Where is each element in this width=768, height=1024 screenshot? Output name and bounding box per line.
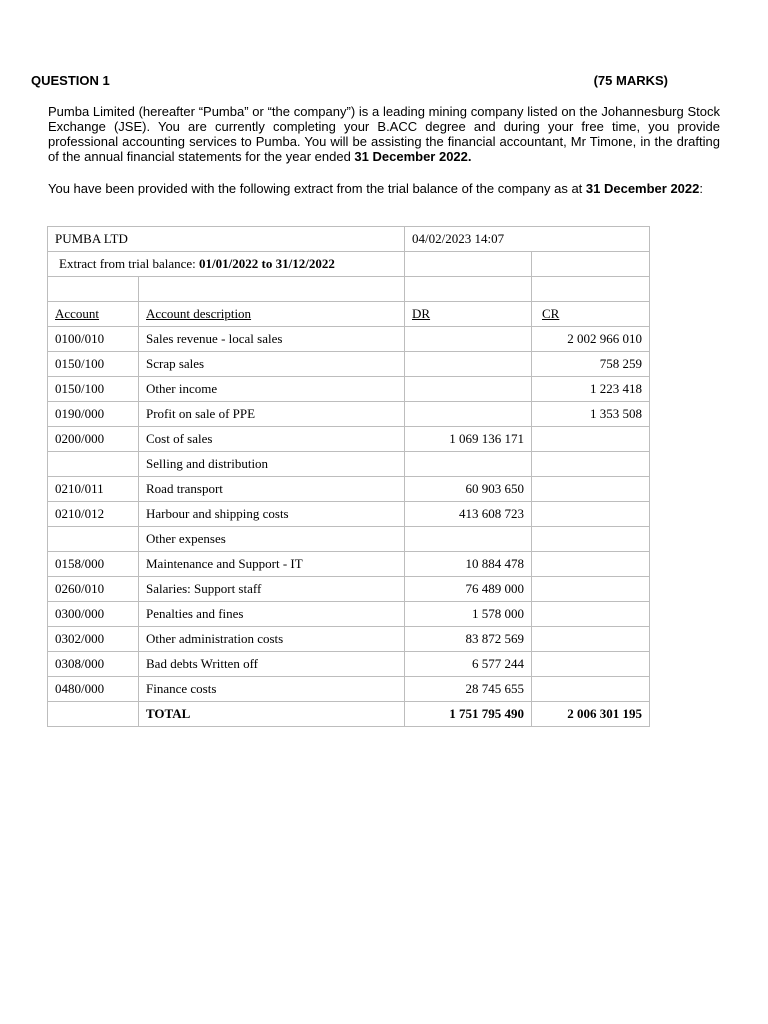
total-credit: 2 006 301 195 — [532, 702, 650, 727]
credit-amount: 2 002 966 010 — [532, 327, 650, 352]
intro-text: Pumba Limited (hereafter “Pumba” or “the company”) is a leading mining company listed on the Johannesburg Stock Exchange (JSE). You are currently completing your B.ACC degree and during your free time, you provide professional accounting services to Pumba. You will be assisting the financial accountant, Mr Timone, in the drafting of the annual financial statements for the year ended — [48, 104, 720, 164]
header-account — [48, 302, 139, 327]
extract-tail: : — [699, 181, 704, 196]
extract-label-cell — [48, 252, 405, 277]
account-description: Scrap sales — [139, 352, 405, 377]
header-cr — [532, 302, 650, 327]
debit-amount: 10 884 478 — [405, 552, 532, 577]
credit-amount — [532, 502, 650, 527]
debit-amount — [405, 402, 532, 427]
account-description: Maintenance and Support - IT — [139, 552, 405, 577]
account-code: 0190/000 — [48, 402, 139, 427]
company-name: PUMBA LTD — [48, 227, 405, 252]
credit-amount — [532, 527, 650, 552]
debit-amount — [405, 527, 532, 552]
extract-period: 01/01/2022 to 31/12/2022 — [199, 256, 335, 271]
account-description: Selling and distribution — [139, 452, 405, 477]
credit-amount — [532, 627, 650, 652]
debit-amount — [405, 327, 532, 352]
debit-amount: 1 069 136 171 — [405, 427, 532, 452]
trial-balance-table — [47, 226, 650, 727]
credit-amount — [532, 452, 650, 477]
account-description: Profit on sale of PPE — [139, 402, 405, 427]
account-code: 0200/000 — [48, 427, 139, 452]
account-code: 0210/012 — [48, 502, 139, 527]
debit-amount: 76 489 000 — [405, 577, 532, 602]
empty-cell — [532, 252, 650, 277]
table-row — [48, 627, 650, 652]
account-code: 0150/100 — [48, 352, 139, 377]
header-account-label: Account — [55, 306, 100, 321]
table-row — [48, 327, 650, 352]
debit-amount: 60 903 650 — [405, 477, 532, 502]
account-code: 0480/000 — [48, 677, 139, 702]
credit-amount — [532, 677, 650, 702]
table-row — [48, 552, 650, 577]
extract-label: Extract from trial balance: — [59, 256, 200, 271]
account-code: 0300/000 — [48, 602, 139, 627]
empty-cell — [139, 277, 405, 302]
header-dr — [405, 302, 532, 327]
total-label: TOTAL — [139, 702, 405, 727]
table-row — [48, 577, 650, 602]
account-description: Bad debts Written off — [139, 652, 405, 677]
credit-amount: 758 259 — [532, 352, 650, 377]
debit-amount — [405, 452, 532, 477]
account-code: 0150/100 — [48, 377, 139, 402]
account-code: 0100/010 — [48, 327, 139, 352]
blank-row — [48, 277, 650, 302]
table-row — [48, 452, 650, 477]
account-code — [48, 527, 139, 552]
account-code: 0158/000 — [48, 552, 139, 577]
account-description: Harbour and shipping costs — [139, 502, 405, 527]
account-code: 0308/000 — [48, 652, 139, 677]
credit-amount — [532, 552, 650, 577]
credit-amount: 1 223 418 — [532, 377, 650, 402]
account-description: Other income — [139, 377, 405, 402]
account-code: 0302/000 — [48, 627, 139, 652]
debit-amount: 6 577 244 — [405, 652, 532, 677]
question-header — [31, 73, 668, 88]
empty-cell — [405, 252, 532, 277]
table-row — [48, 377, 650, 402]
table-row — [48, 652, 650, 677]
question-marks: (75 MARKS) — [593, 73, 668, 88]
credit-amount: 1 353 508 — [532, 402, 650, 427]
table-row — [48, 402, 650, 427]
header-row — [48, 302, 650, 327]
credit-amount — [532, 652, 650, 677]
debit-amount: 413 608 723 — [405, 502, 532, 527]
credit-amount — [532, 427, 650, 452]
question-title: QUESTION 1 — [31, 73, 110, 88]
header-cr-label: CR — [542, 306, 560, 321]
account-description: Penalties and fines — [139, 602, 405, 627]
account-description: Other expenses — [139, 527, 405, 552]
empty-cell — [48, 277, 139, 302]
extract-paragraph — [48, 181, 720, 196]
table-row — [48, 477, 650, 502]
extract-date: 31 December 2022 — [585, 181, 700, 196]
account-code: 0210/011 — [48, 477, 139, 502]
table-row — [48, 352, 650, 377]
extract-row — [48, 252, 650, 277]
table-row — [48, 527, 650, 552]
empty-cell — [48, 702, 139, 727]
debit-amount: 28 745 655 — [405, 677, 532, 702]
account-description: Road transport — [139, 477, 405, 502]
table-row — [48, 502, 650, 527]
debit-amount: 1 578 000 — [405, 602, 532, 627]
account-code — [48, 452, 139, 477]
credit-amount — [532, 602, 650, 627]
empty-cell — [405, 277, 532, 302]
header-description — [139, 302, 405, 327]
header-description-label: Account description — [146, 306, 252, 321]
account-description: Cost of sales — [139, 427, 405, 452]
report-timestamp: 04/02/2023 14:07 — [405, 227, 650, 252]
account-description: Salaries: Support staff — [139, 577, 405, 602]
debit-amount — [405, 377, 532, 402]
account-description: Sales revenue - local sales — [139, 327, 405, 352]
account-code: 0260/010 — [48, 577, 139, 602]
intro-date: 31 December 2022. — [354, 149, 472, 164]
credit-amount — [532, 577, 650, 602]
total-row — [48, 702, 650, 727]
table-row — [48, 427, 650, 452]
debit-amount: 83 872 569 — [405, 627, 532, 652]
header-dr-label: DR — [412, 306, 431, 321]
debit-amount — [405, 352, 532, 377]
account-description: Finance costs — [139, 677, 405, 702]
table-row — [48, 602, 650, 627]
credit-amount — [532, 477, 650, 502]
table-row — [48, 677, 650, 702]
intro-paragraph — [48, 104, 720, 164]
account-description: Other administration costs — [139, 627, 405, 652]
total-debit: 1 751 795 490 — [405, 702, 532, 727]
company-row — [48, 227, 650, 252]
empty-cell — [532, 277, 650, 302]
extract-text: You have been provided with the following extract from the trial balance of the company as at — [48, 181, 586, 196]
